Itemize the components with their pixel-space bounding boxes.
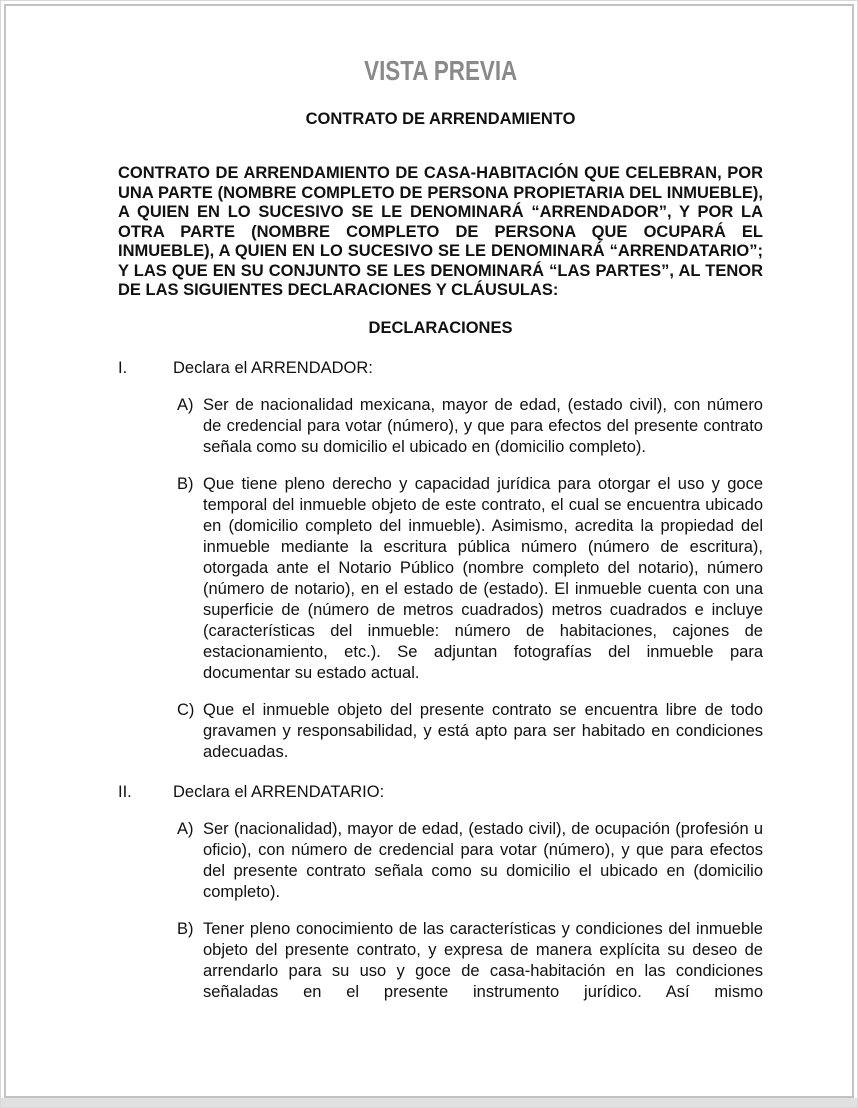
- clause-item: [118, 700, 763, 763]
- clause-text: Ser (nacionalidad), mayor de edad, (estado civil), de ocupación (profesión u oficio), con número de credencial para votar (número), y que para efectos del presente contrato señala como su domicilio el ubicado en (domicilio completo).: [203, 819, 763, 901]
- section-heading-row: [118, 782, 763, 803]
- preview-title-row: [118, 54, 763, 92]
- clause-text: Que tiene pleno derecho y capacidad jurídica para otorgar el uso y goce temporal del inmueble objeto de este contrato, el cual se encuentra ubicado en (domicilio completo del inmueble). Asimismo, acredita la propiedad del inmueble mediante la escritura pública número (número de escritura), otorgada ante el Notario Público (nombre completo del notario), número (número de notario), en el estado de (estado). El inmueble cuenta con una superficie de (número de metros cuadrados) metros cuadrados e incluye (características del inmueble: número de habitaciones, cajones de estacionamiento, etc.). Se adjuntan fotografías del inmueble para documentar su estado actual.: [203, 474, 763, 682]
- section-heading-row: [118, 358, 763, 379]
- document-title: CONTRATO DE ARRENDAMIENTO: [305, 110, 576, 128]
- section-arrendador: [118, 358, 763, 763]
- declarations-heading: DECLARACIONES: [368, 318, 513, 337]
- section-arrendatario: [118, 782, 763, 1003]
- clause-text: Tener pleno conocimiento de las características y condiciones del inmueble objeto del presente contrato, y expresa de manera explícita su deseo de arrendarlo para su uso y goce de casa-habitación en las condiciones señaladas en el presente instrumento jurídico. Así mismo: [203, 919, 763, 1001]
- document-content: [118, 6, 763, 1003]
- clause-marker: C): [177, 700, 195, 719]
- clause-item: [118, 819, 763, 903]
- section-title: Declara el ARRENDATARIO:: [173, 782, 385, 801]
- clause-marker: B): [177, 919, 194, 938]
- clause-text: Que el inmueble objeto del presente contrato se encuentra libre de todo gravamen y responsabilidad, y está apto para ser habitado en condiciones adecuadas.: [203, 700, 763, 761]
- clause-marker: A): [177, 395, 194, 414]
- clause-item: [118, 474, 763, 684]
- clause-text: Ser de nacionalidad mexicana, mayor de edad, (estado civil), con número de credencial para votar (número), y que para efectos del presente contrato señala como su domicilio el ubicado en (domicilio completo).: [203, 395, 763, 456]
- backdrop-strip: [0, 1098, 858, 1108]
- preview-watermark-title: VISTA PREVIA: [363, 55, 518, 86]
- clause-marker: A): [177, 819, 194, 838]
- clause-item: [118, 395, 763, 458]
- document-page: [4, 4, 854, 1098]
- clause-item: [118, 919, 763, 1003]
- clause-marker: B): [177, 474, 194, 493]
- intro-paragraph: CONTRATO DE ARRENDAMIENTO DE CASA-HABITACIÓN QUE CELEBRAN, POR UNA PARTE (NOMBRE COMPLETO DE PERSONA PROPIETARIA DEL INMUEBLE), A QUIEN EN LO SUCESIVO SE LE DENOMINARÁ “ARRENDADOR”, Y POR LA OTRA PARTE (NOMBRE COMPLETO DE PERSONA QUE OCUPARÁ EL INMUEBLE), A QUIEN EN LO SUCESIVO SE LE DENOMINARÁ “ARRENDATARIO”; Y LAS QUE EN SU CONJUNTO SE LES DENOMINARÁ “LAS PARTES”, AL TENOR DE LAS SIGUIENTES DECLARACIONES Y CLÁUSULAS:: [118, 164, 763, 299]
- section-numeral: I.: [118, 358, 128, 377]
- section-numeral: II.: [118, 782, 132, 801]
- section-title: Declara el ARRENDADOR:: [173, 358, 373, 377]
